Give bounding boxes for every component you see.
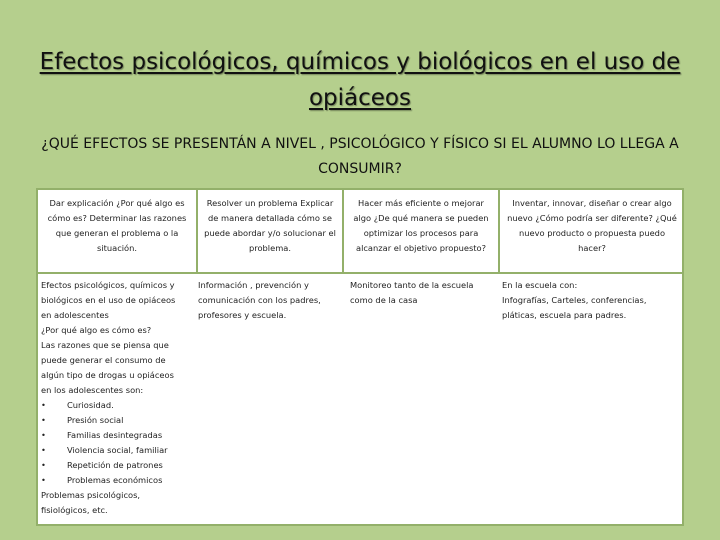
cell-line: Problemas psicológicos, (41, 490, 141, 500)
cell-line: Monitoreo tanto de la escuela (350, 280, 474, 290)
table-column-divider (498, 190, 500, 274)
list-item-text: Familias desintegradas (67, 430, 163, 440)
table-row-divider (38, 272, 682, 274)
content-table (36, 188, 684, 526)
cell-line: en adolescentes (41, 310, 109, 320)
cell-line: pláticas, escuela para padres. (502, 310, 627, 320)
cell-line: Las razones que se piensa que (41, 340, 169, 350)
table-header-innovate: Inventar, innovar, diseñar o crear algo nuevo ¿Cómo podría ser diferente? ¿Qué nuevo producto o propuesta puedo hacer? (507, 198, 677, 253)
cell-line: En la escuela con: (502, 280, 578, 290)
slide-title: Efectos psicológicos, químicos y biológicos en el uso de opiáceos (39, 49, 681, 111)
cell-line: Información , prevención y (198, 280, 309, 290)
list-item (41, 428, 196, 443)
table-header-improve: Hacer más eficiente o mejorar algo ¿De qué manera se pueden optimizar los procesos para alcanzar el objetivo propuesto? (353, 198, 489, 253)
table-cell-explain (41, 278, 196, 518)
cell-line: ¿Por qué algo es cómo es? (41, 325, 152, 335)
list-item-text: Violencia social, familiar (67, 445, 168, 455)
list-item-text: Presión social (67, 415, 124, 425)
cell-line: como de la casa (350, 295, 418, 305)
table-column-divider (196, 190, 198, 274)
table-column-divider (342, 190, 344, 274)
bullet-icon: • (41, 415, 46, 425)
bullet-icon: • (41, 445, 46, 455)
table-cell-improve (350, 278, 496, 308)
cell-line: Efectos psicológicos, químicos y (41, 280, 175, 290)
cell-line: profesores y escuela. (198, 310, 287, 320)
cell-line: Infografías, Carteles, conferencias, (502, 295, 647, 305)
table-header-solve: Resolver un problema Explicar de manera detallada cómo se puede abordar y/o solucionar el problema. (204, 198, 336, 253)
list-item (41, 458, 196, 473)
list-item (41, 473, 196, 488)
list-item (41, 398, 196, 413)
list-item-text: Repetición de patrones (67, 460, 163, 470)
bullet-icon: • (41, 460, 46, 470)
cell-line: en los adolescentes son: (41, 385, 144, 395)
cell-line: comunicación con los padres, (198, 295, 321, 305)
table-cell-solve (198, 278, 342, 323)
slide-subtitle: ¿QUÉ EFECTOS SE PRESENTÁN A NIVEL , PSICOLÓGICO Y FÍSICO SI EL ALUMNO LO LLEGA A CONSUMIR? (41, 136, 679, 177)
cell-line: puede generar el consumo de (41, 355, 166, 365)
cell-line: fisiológicos, etc. (41, 505, 108, 515)
bullet-icon: • (41, 475, 46, 485)
list-item-text: Curiosidad. (67, 400, 114, 410)
bullet-icon: • (41, 400, 46, 410)
table-header-explain: Dar explicación ¿Por qué algo es cómo es? Determinar las razones que generan el problema o la situación. (47, 198, 187, 253)
cell-line: algún tipo de drogas u opiáceos (41, 370, 174, 380)
list-item (41, 443, 196, 458)
list-item (41, 413, 196, 428)
list-item-text: Problemas económicos (67, 475, 163, 485)
table-cell-innovate (502, 278, 682, 323)
cell-line: biológicos en el uso de opiáceos (41, 295, 176, 305)
bullet-icon: • (41, 430, 46, 440)
